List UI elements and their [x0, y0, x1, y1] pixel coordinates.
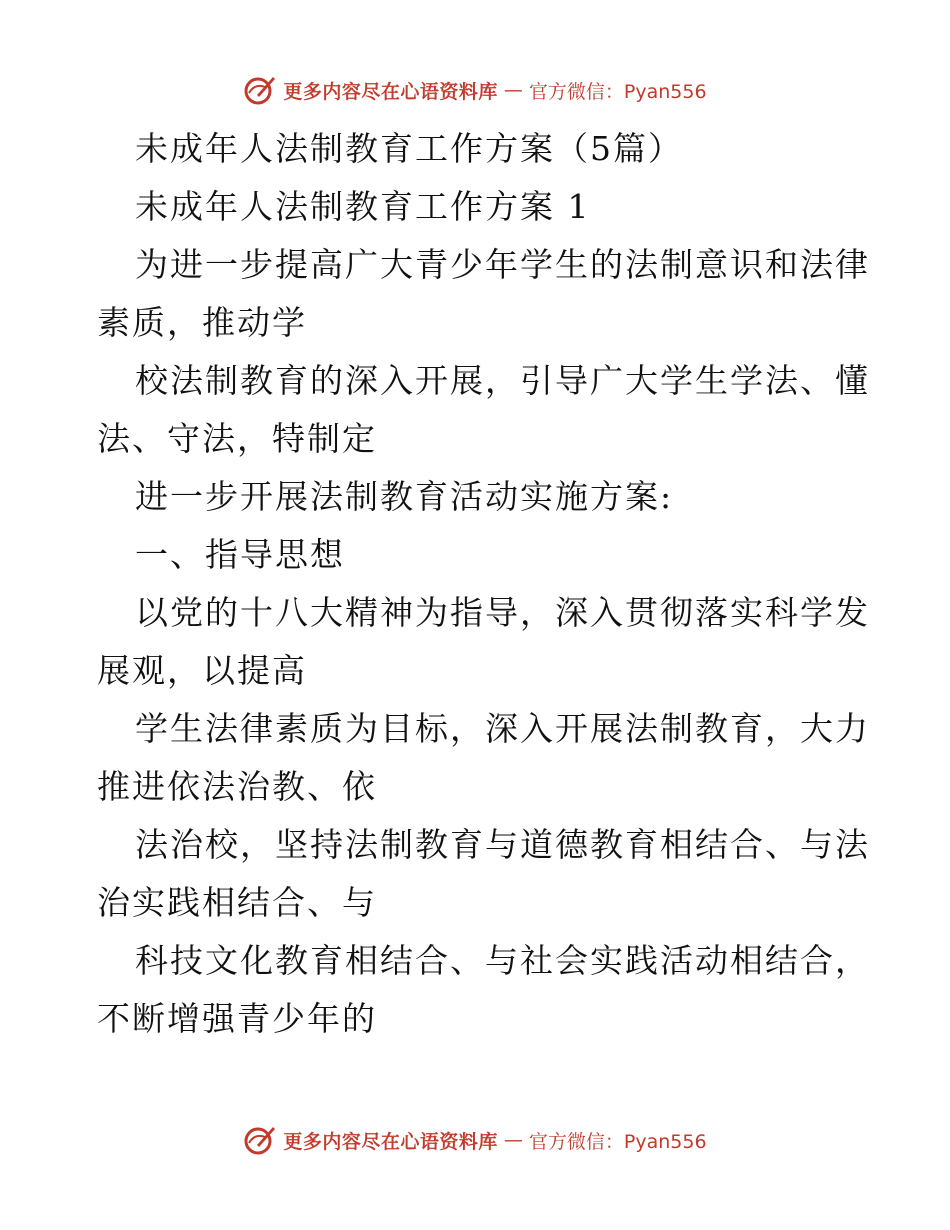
watermark-brand: 更多内容尽在心语资料库	[283, 80, 498, 103]
pen-logo-icon	[243, 73, 277, 107]
paragraph-line: 以党的十八大精神为指导，深入贯彻落实科学发	[135, 593, 870, 632]
section-heading: 未成年人法制教育工作方案 1	[135, 187, 591, 226]
watermark-wechat: 官方微信：Pyan556	[528, 80, 707, 103]
paragraph-line: 法、守法，特制定	[97, 419, 377, 458]
paragraph-line: 进一步开展法制教育活动实施方案:	[135, 477, 674, 516]
document-title: 未成年人法制教育工作方案（5篇）	[135, 129, 683, 168]
paragraph-line: 推进依法治教、依	[97, 767, 377, 806]
subheading: 一、指导思想	[135, 535, 345, 574]
watermark-header	[0, 70, 950, 110]
paragraph-line: 不断增强青少年的	[97, 999, 377, 1038]
paragraph-line: 校法制教育的深入开展，引导广大学生学法、懂	[135, 361, 870, 400]
paragraph-line: 素质，推动学	[97, 303, 307, 342]
paragraph-line: 法治校，坚持法制教育与道德教育相结合、与法	[135, 825, 870, 864]
paragraph-line: 为进一步提高广大青少年学生的法制意识和法律	[135, 245, 870, 284]
document-body	[97, 120, 870, 1048]
watermark-brand: 更多内容尽在心语资料库	[283, 1130, 498, 1153]
watermark-footer	[0, 1120, 950, 1160]
paragraph-line: 治实践相结合、与	[97, 883, 377, 922]
paragraph-line: 展观，以提高	[97, 651, 307, 690]
paragraph-line: 科技文化教育相结合、与社会实践活动相结合，	[135, 941, 870, 980]
paragraph-line: 学生法律素质为目标，深入开展法制教育，大力	[135, 709, 870, 748]
watermark-dash: —	[503, 1129, 523, 1151]
watermark-wechat: 官方微信：Pyan556	[528, 1130, 707, 1153]
watermark-dash: —	[503, 79, 523, 101]
pen-logo-icon	[243, 1123, 277, 1157]
